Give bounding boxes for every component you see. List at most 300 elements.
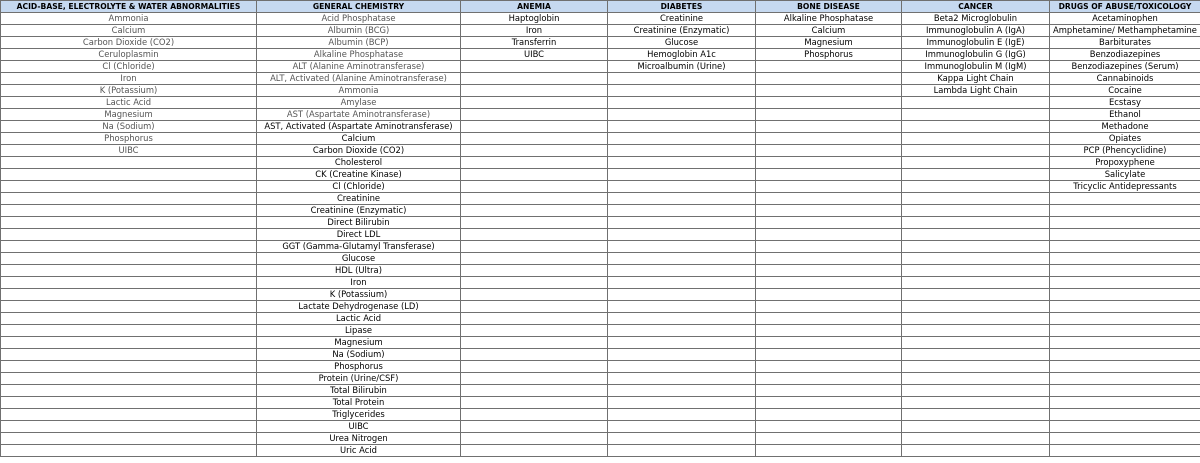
table-row [1, 85, 1200, 97]
table-cell [1, 337, 257, 349]
table-cell [461, 421, 608, 433]
table-cell: Opiates [1050, 133, 1200, 145]
table-cell: Phosphorus [756, 49, 902, 61]
table-cell [461, 97, 608, 109]
table-cell: Creatinine [257, 193, 461, 205]
table-cell [1050, 229, 1200, 241]
table-cell [902, 181, 1050, 193]
table-row [1, 193, 1200, 205]
table-cell: Immunoglobulin E (IgE) [902, 37, 1050, 49]
table-cell [902, 337, 1050, 349]
table-row [1, 241, 1200, 253]
table-cell [1, 277, 257, 289]
table-row [1, 157, 1200, 169]
table-row [1, 433, 1200, 445]
table-row [1, 337, 1200, 349]
table-cell: Acetaminophen [1050, 13, 1200, 25]
table-cell: Ammonia [1, 13, 257, 25]
table-cell [461, 253, 608, 265]
table-cell [461, 85, 608, 97]
table-cell [902, 421, 1050, 433]
table-cell: Barbiturates [1050, 37, 1200, 49]
table-cell [608, 277, 756, 289]
table-cell [1, 301, 257, 313]
table-cell [461, 241, 608, 253]
table-cell [902, 109, 1050, 121]
table-row [1, 397, 1200, 409]
table-cell: Cl (Chloride) [1, 61, 257, 73]
table-cell: Total Protein [257, 397, 461, 409]
table-cell: K (Potassium) [257, 289, 461, 301]
table-cell [902, 277, 1050, 289]
table-row [1, 373, 1200, 385]
table-cell: Lipase [257, 325, 461, 337]
table-cell [608, 157, 756, 169]
table-cell: Benzodiazepines [1050, 49, 1200, 61]
table-cell [902, 205, 1050, 217]
table-cell: Carbon Dioxide (CO2) [257, 145, 461, 157]
table-row [1, 253, 1200, 265]
table-cell [461, 409, 608, 421]
table-row [1, 49, 1200, 61]
table-cell [608, 217, 756, 229]
table-cell [608, 109, 756, 121]
table-cell [608, 397, 756, 409]
table-cell: Direct LDL [257, 229, 461, 241]
table-cell [608, 205, 756, 217]
table-cell: Cl (Chloride) [257, 181, 461, 193]
table-cell: AST (Aspartate Aminotransferase) [257, 109, 461, 121]
table-cell [756, 301, 902, 313]
table-cell [1, 421, 257, 433]
table-row [1, 349, 1200, 361]
table-cell [1, 385, 257, 397]
table-cell [1, 217, 257, 229]
table-cell: Haptoglobin [461, 13, 608, 25]
table-cell: Benzodiazepines (Serum) [1050, 61, 1200, 73]
table-row [1, 289, 1200, 301]
table-cell: Protein (Urine/CSF) [257, 373, 461, 385]
table-cell [608, 97, 756, 109]
table-cell [902, 385, 1050, 397]
table-cell [608, 337, 756, 349]
table-row [1, 73, 1200, 85]
table-cell: Calcium [756, 25, 902, 37]
table-cell [756, 85, 902, 97]
table-cell [1, 361, 257, 373]
table-cell [756, 361, 902, 373]
table-row [1, 169, 1200, 181]
table-cell [756, 433, 902, 445]
table-cell [1, 397, 257, 409]
table-cell: UIBC [1, 145, 257, 157]
table-cell [461, 301, 608, 313]
table-cell [461, 157, 608, 169]
table-cell [1050, 397, 1200, 409]
table-cell [902, 361, 1050, 373]
table-cell [756, 181, 902, 193]
table-row [1, 325, 1200, 337]
table-cell [461, 169, 608, 181]
table-cell [461, 373, 608, 385]
table-cell: Calcium [257, 133, 461, 145]
column-header: BONE DISEASE [756, 1, 902, 13]
table-cell [756, 109, 902, 121]
table-row [1, 277, 1200, 289]
table-cell [1050, 217, 1200, 229]
table-cell: UIBC [257, 421, 461, 433]
table-cell: Amphetamine/ Methamphetamine [1050, 25, 1200, 37]
table-cell: Total Bilirubin [257, 385, 461, 397]
table-cell [461, 205, 608, 217]
table-cell: Immunoglobulin M (IgM) [902, 61, 1050, 73]
column-header: ACID-BASE, ELECTROLYTE & WATER ABNORMALITIES [1, 1, 257, 13]
table-cell [1050, 349, 1200, 361]
table-cell [608, 361, 756, 373]
table-cell [608, 193, 756, 205]
table-cell: Creatinine [608, 13, 756, 25]
table-cell [902, 253, 1050, 265]
table-cell: Albumin (BCG) [257, 25, 461, 37]
table-cell: Magnesium [1, 109, 257, 121]
table-cell [902, 97, 1050, 109]
table-cell: UIBC [461, 49, 608, 61]
table-row [1, 109, 1200, 121]
table-cell: Cholesterol [257, 157, 461, 169]
table-cell [1, 289, 257, 301]
table-cell: Phosphorus [257, 361, 461, 373]
table-row [1, 205, 1200, 217]
table-cell [756, 253, 902, 265]
table-cell [461, 361, 608, 373]
table-cell [608, 445, 756, 457]
table-cell [756, 193, 902, 205]
table-cell [461, 313, 608, 325]
table-cell: Creatinine (Enzymatic) [608, 25, 756, 37]
table-cell [756, 205, 902, 217]
table-cell [756, 241, 902, 253]
table-cell [1050, 385, 1200, 397]
column-header: GENERAL CHEMISTRY [257, 1, 461, 13]
table-cell: Triglycerides [257, 409, 461, 421]
table-cell [461, 193, 608, 205]
table-cell [902, 145, 1050, 157]
table-cell [756, 121, 902, 133]
table-row [1, 301, 1200, 313]
table-cell [608, 385, 756, 397]
table-cell [756, 385, 902, 397]
table-cell [461, 433, 608, 445]
table-cell [461, 73, 608, 85]
table-cell: Alkaline Phosphatase [257, 49, 461, 61]
table-cell [461, 133, 608, 145]
table-cell: CK (Creatine Kinase) [257, 169, 461, 181]
table-cell: Microalbumin (Urine) [608, 61, 756, 73]
table-cell [461, 397, 608, 409]
table-cell [902, 445, 1050, 457]
table-cell: PCP (Phencyclidine) [1050, 145, 1200, 157]
table-row [1, 385, 1200, 397]
table-row [1, 97, 1200, 109]
table-cell [1, 229, 257, 241]
table-cell: Ecstasy [1050, 97, 1200, 109]
table-cell [1, 349, 257, 361]
table-cell [1, 265, 257, 277]
table-cell [756, 61, 902, 73]
table-cell [1050, 205, 1200, 217]
table-cell: Transferrin [461, 37, 608, 49]
header-row [1, 1, 1200, 13]
table-cell [902, 193, 1050, 205]
table-cell [608, 373, 756, 385]
table-cell [902, 289, 1050, 301]
table-cell [756, 421, 902, 433]
table-cell: Beta2 Microglobulin [902, 13, 1050, 25]
table-cell [608, 349, 756, 361]
table-cell [902, 325, 1050, 337]
table-cell [756, 397, 902, 409]
table-row [1, 421, 1200, 433]
table-cell [1, 157, 257, 169]
table-cell [1050, 265, 1200, 277]
table-cell: Direct Bilirubin [257, 217, 461, 229]
table-cell: Iron [1, 73, 257, 85]
table-row [1, 145, 1200, 157]
table-cell: Amylase [257, 97, 461, 109]
table-cell: Magnesium [756, 37, 902, 49]
table-cell [756, 445, 902, 457]
table-cell [756, 145, 902, 157]
table-cell [902, 313, 1050, 325]
table-cell [608, 289, 756, 301]
table-cell [461, 229, 608, 241]
table-cell [902, 265, 1050, 277]
table-cell [608, 409, 756, 421]
table-cell [1050, 241, 1200, 253]
table-cell [1, 253, 257, 265]
table-cell [608, 313, 756, 325]
table-row [1, 13, 1200, 25]
table-cell [1, 205, 257, 217]
table-cell [756, 229, 902, 241]
table-cell [756, 97, 902, 109]
table-cell [902, 229, 1050, 241]
table-cell [902, 433, 1050, 445]
table-cell: Salicylate [1050, 169, 1200, 181]
table-cell: Immunoglobulin A (IgA) [902, 25, 1050, 37]
table-cell [756, 289, 902, 301]
table-row [1, 313, 1200, 325]
table-cell: Acid Phosphatase [257, 13, 461, 25]
table-cell [1, 169, 257, 181]
table-body [1, 13, 1200, 457]
table-cell [902, 157, 1050, 169]
table-cell: Alkaline Phosphatase [756, 13, 902, 25]
table-cell [608, 265, 756, 277]
table-cell [1, 325, 257, 337]
table-row [1, 229, 1200, 241]
table-cell [756, 409, 902, 421]
table-cell [608, 85, 756, 97]
table-cell: Glucose [257, 253, 461, 265]
table-cell: Urea Nitrogen [257, 433, 461, 445]
table-cell [608, 325, 756, 337]
table-cell [461, 121, 608, 133]
table-cell: Ethanol [1050, 109, 1200, 121]
table-cell: Lactic Acid [1, 97, 257, 109]
column-header: DRUGS OF ABUSE/TOXICOLOGY [1050, 1, 1200, 13]
table-cell [902, 241, 1050, 253]
table-cell: Uric Acid [257, 445, 461, 457]
table-cell [902, 301, 1050, 313]
table-cell [461, 349, 608, 361]
table-cell [1, 445, 257, 457]
table-cell [608, 73, 756, 85]
table-cell [902, 133, 1050, 145]
column-header: DIABETES [608, 1, 756, 13]
table-cell [608, 253, 756, 265]
table-cell: Phosphorus [1, 133, 257, 145]
table-row [1, 133, 1200, 145]
table-cell [902, 409, 1050, 421]
table-cell [756, 265, 902, 277]
table-cell: Lactate Dehydrogenase (LD) [257, 301, 461, 313]
table-cell [902, 169, 1050, 181]
table-cell [1050, 325, 1200, 337]
table-cell [902, 121, 1050, 133]
table-cell [461, 289, 608, 301]
table-cell: Ammonia [257, 85, 461, 97]
table-cell [608, 433, 756, 445]
table-cell [461, 265, 608, 277]
table-cell: Albumin (BCP) [257, 37, 461, 49]
table-cell [461, 181, 608, 193]
table-cell [756, 73, 902, 85]
table-cell [756, 277, 902, 289]
table-cell: Glucose [608, 37, 756, 49]
table-cell [608, 301, 756, 313]
table-cell: Na (Sodium) [1, 121, 257, 133]
column-header: ANEMIA [461, 1, 608, 13]
table-cell [1, 181, 257, 193]
table-cell [608, 121, 756, 133]
table-cell [461, 445, 608, 457]
column-header: CANCER [902, 1, 1050, 13]
table-cell: Ceruloplasmin [1, 49, 257, 61]
table-cell [608, 421, 756, 433]
table-cell [1050, 301, 1200, 313]
table-cell: Cannabinoids [1050, 73, 1200, 85]
table-cell [1050, 445, 1200, 457]
table-row [1, 121, 1200, 133]
table-cell [608, 145, 756, 157]
table-cell [902, 217, 1050, 229]
table-cell [461, 145, 608, 157]
table-row [1, 361, 1200, 373]
table-cell: Cocaine [1050, 85, 1200, 97]
table-cell [1050, 433, 1200, 445]
table-cell: Methadone [1050, 121, 1200, 133]
table-cell [756, 157, 902, 169]
table-cell [1050, 361, 1200, 373]
table-cell [1050, 277, 1200, 289]
table-cell [461, 217, 608, 229]
table-cell [608, 229, 756, 241]
table-row [1, 265, 1200, 277]
table-cell: HDL (Ultra) [257, 265, 461, 277]
table-cell: Hemoglobin A1c [608, 49, 756, 61]
table-cell [902, 397, 1050, 409]
table-row [1, 181, 1200, 193]
table-row [1, 409, 1200, 421]
table-cell: Creatinine (Enzymatic) [257, 205, 461, 217]
table-cell: Kappa Light Chain [902, 73, 1050, 85]
table-cell: Na (Sodium) [257, 349, 461, 361]
table-cell [756, 373, 902, 385]
table-cell [1050, 421, 1200, 433]
table-cell: Calcium [1, 25, 257, 37]
table-cell [1050, 253, 1200, 265]
table-cell: Lambda Light Chain [902, 85, 1050, 97]
table-row [1, 37, 1200, 49]
table-cell [756, 337, 902, 349]
table-cell [756, 349, 902, 361]
table-cell: Carbon Dioxide (CO2) [1, 37, 257, 49]
table-cell: GGT (Gamma-Glutamyl Transferase) [257, 241, 461, 253]
table-row [1, 445, 1200, 457]
table-cell [756, 217, 902, 229]
table-cell [1, 241, 257, 253]
table-cell [1, 433, 257, 445]
table-cell: ALT, Activated (Alanine Aminotransferase) [257, 73, 461, 85]
table-cell [1, 313, 257, 325]
table-cell: Magnesium [257, 337, 461, 349]
table-cell: K (Potassium) [1, 85, 257, 97]
table-cell [461, 277, 608, 289]
table-cell [902, 373, 1050, 385]
table-cell [1, 193, 257, 205]
table-cell [756, 313, 902, 325]
table-cell [461, 337, 608, 349]
table-cell [1, 409, 257, 421]
table-cell [1050, 289, 1200, 301]
table-cell [1050, 373, 1200, 385]
table-row [1, 61, 1200, 73]
table-cell [902, 349, 1050, 361]
table-cell [1050, 409, 1200, 421]
table-cell: Immunoglobulin G (IgG) [902, 49, 1050, 61]
table-cell [756, 325, 902, 337]
table-cell [1050, 193, 1200, 205]
table-cell [461, 325, 608, 337]
table-cell: ALT (Alanine Aminotransferase) [257, 61, 461, 73]
table-cell [608, 133, 756, 145]
table-cell: Iron [461, 25, 608, 37]
table-cell [461, 109, 608, 121]
table-cell [756, 169, 902, 181]
table-row [1, 217, 1200, 229]
table-cell: Lactic Acid [257, 313, 461, 325]
table-cell [461, 61, 608, 73]
table-cell [461, 385, 608, 397]
table-cell [1050, 313, 1200, 325]
table-cell [1050, 337, 1200, 349]
table-cell [608, 169, 756, 181]
table-cell [756, 133, 902, 145]
table-cell [608, 181, 756, 193]
table-cell: Iron [257, 277, 461, 289]
table-cell [608, 241, 756, 253]
